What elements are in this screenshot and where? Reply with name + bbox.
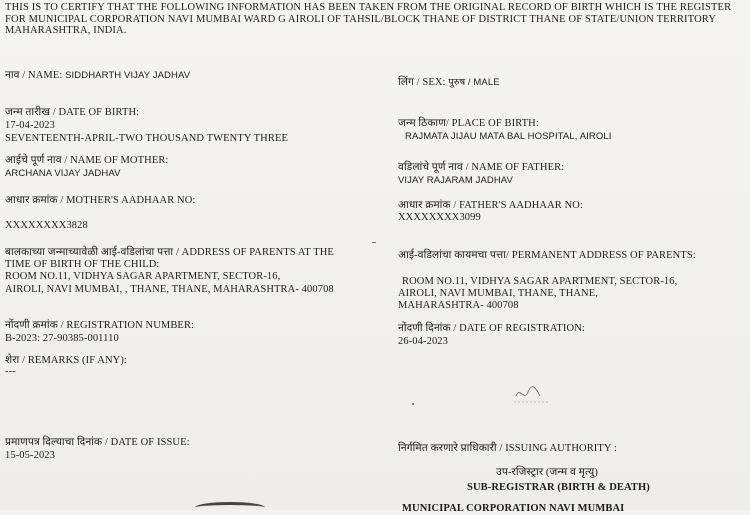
dob-in-words: SEVENTEENTH-APRIL-TWO THOUSAND TWENTY THREE (5, 133, 289, 144)
scan-mark (412, 403, 414, 405)
dob-value: 17-04-2023 (5, 120, 55, 131)
issue-date-value: 15-05-2023 (5, 450, 55, 461)
pob-value: RAJMATA JIJAU MATA BAL HOSPITAL, AIROLI (405, 131, 612, 142)
name-value: SIDDHARTH VIJAY JADHAV (65, 70, 191, 81)
mother-label: आईचे पूर्ण नाव / NAME OF MOTHER: (5, 155, 169, 166)
authority-organization: MUNICIPAL CORPORATION NAVI MUMBAI (402, 503, 625, 514)
father-label: वडिलांचे पूर्ण नाव / NAME OF FATHER: (398, 162, 565, 173)
authority-title-marathi: उप-रजिस्ट्रार (जन्म व मृत्यु) (496, 467, 598, 478)
father-aadhaar-value: XXXXXXXX3099 (398, 212, 481, 223)
remarks-value: --- (5, 366, 16, 377)
mother-value: ARCHANA VIJAY JADHAV (5, 168, 121, 179)
issue-date-label: प्रमाणपत्र दिल्याचा दिनांक / DATE OF ISSUE: (5, 437, 190, 448)
certification-statement: THIS IS TO CERTIFY THAT THE FOLLOWING INFORMATION HAS BEEN TAKEN FROM THE ORIGINAL RECORD OF BIRTH WHICH IS THE REGISTER FOR MUNICIPAL CORPORATION NAVI MUMBAI WARD G AIROLI OF TAHSIL/BLOCK THANE OF DISTRICT THANE OF STATE/UNION TERRITORY MAHARASHTRA, INDIA. (5, 2, 732, 36)
pob-label: जन्म ठिकाण/ PLACE OF BIRTH: (398, 118, 539, 129)
registration-number-value: B-2023: 27-90385-001110 (5, 333, 119, 344)
sex-field (398, 77, 500, 89)
mother-aadhaar-value: XXXXXXXX3828 (5, 220, 88, 231)
issuing-authority-label: निर्गमित करणारे प्राधिकारी / ISSUING AUTHORITY : (398, 443, 617, 454)
signature-stamp-mark (510, 382, 554, 408)
mother-aadhaar-label: आधार क्रमांक / MOTHER'S AADHAAR NO: (5, 195, 196, 206)
authority-title-english: SUB-REGISTRAR (BIRTH & DEATH) (467, 482, 650, 493)
birth-address-label-2: TIME OF BIRTH OF THE CHILD: (5, 259, 160, 270)
father-value: VIJAY RAJARAM JADHAV (398, 175, 513, 186)
name-field (5, 70, 190, 82)
scan-mark (372, 242, 376, 243)
registration-number-label: नोंदणी क्रमांक / REGISTRATION NUMBER: (5, 320, 195, 331)
sex-label: लिंग / SEX: (398, 77, 446, 88)
permanent-address-line-3: MAHARASHTRA- 400708 (398, 300, 519, 311)
birth-address-line-1: ROOM NO.11, VIDHYA SAGAR APARTMENT, SECTOR-16, (5, 271, 281, 282)
name-label: नाव / NAME: (5, 70, 63, 81)
registration-date-label: नोंदणी दिनांक / DATE OF REGISTRATION: (398, 323, 585, 334)
permanent-address-label: आई-वडिलांचा कायमचा पत्ता/ PERMANENT ADDRESS OF PARENTS: (398, 250, 696, 261)
permanent-address-line-2: AIROLI, NAVI MUMBAI, THANE, THANE, (398, 288, 598, 299)
registration-date-value: 26-04-2023 (398, 336, 448, 347)
permanent-address-line-1: ROOM NO.11, VIDHYA SAGAR APARTMENT, SECTOR-16, (402, 276, 678, 287)
birth-address-label-1: बालकाच्या जन्माच्यावेळी आई-वडिलांचा पत्ता / ADDRESS OF PARENTS AT THE (5, 247, 334, 258)
seal-edge (195, 502, 265, 513)
birth-address-line-2: AIROLI, NAVI MUMBAI, , THANE, THANE, MAHARASHTRA- 400708 (5, 284, 334, 295)
dob-label: जन्म तारीख / DATE OF BIRTH: (5, 107, 140, 118)
remarks-label: शेरा / REMARKS (IF ANY): (5, 355, 127, 366)
sex-value: पुरुष / MALE (448, 77, 500, 88)
father-aadhaar-label: आधार क्रमांक / FATHER'S AADHAAR NO: (398, 200, 583, 211)
